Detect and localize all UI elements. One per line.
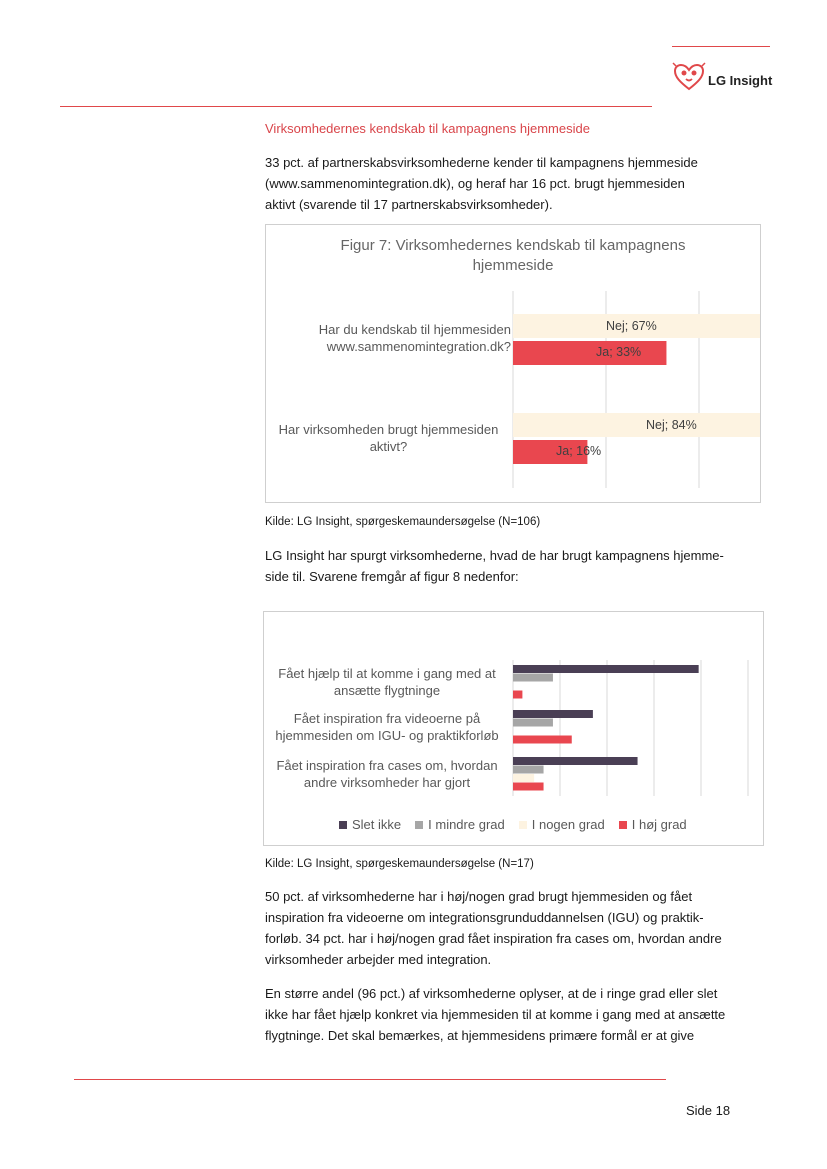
logo-mark-icon [672,62,706,92]
category-label-line: www.sammenomintegration.dk? [326,339,511,354]
legend-item [519,817,605,832]
data-label-ja-2: Ja; 16% [556,444,602,458]
section-title: Virksomhedernes kendskab til kampagnens hjemmeside [265,121,590,136]
text-line: forløb. 34 pct. har i høj/nogen grad fået inspiration fra cases om, hvordan andre [265,931,722,946]
data-label-ja-1: Ja; 33% [596,345,642,359]
text-line: (www.sammenomintegration.dk), og heraf har 16 pct. brugt hjemmesiden [265,176,685,191]
category-label-line: Har virksomheden brugt hjemmesiden [278,422,499,437]
text-line: flygtninge. Det skal bemærkes, at hjemmesidens primære formål er at give [265,1028,695,1043]
category-label-line: Har du kendskab til hjemmesiden [318,322,511,337]
category-label [266,665,508,699]
header-rule-left [60,106,652,107]
text-line: ikke har fået hjælp konkret via hjemmesiden til at komme i gang med at ansætte [265,1007,726,1022]
bar-i-nogen-grad [513,774,534,782]
text-line: virksomheder arbejder med integration. [265,952,492,967]
bar-ja [513,341,666,365]
legend-swatch [415,821,423,829]
text-line: 50 pct. af virksomhederne har i høj/nogen grad brugt hjemmesiden og fået [265,889,693,904]
bar-i-mindre-grad [513,719,553,727]
data-label-nej-1: Nej; 67% [606,319,657,333]
category-label-line: Fået inspiration fra cases om, hvordan [276,758,498,773]
figure-7-source: Kilde: LG Insight, spørgeskemaundersøgelse (N=106) [265,516,541,528]
text-line: 33 pct. af partnerskabsvirksomhederne kender til kampagnens hjemmeside [265,155,698,170]
legend-swatch [619,821,627,829]
bar-i-høj-grad [513,691,522,699]
legend-label: I nogen grad [531,817,605,832]
bar-i-høj-grad [513,783,544,791]
figure-8-chart [263,611,764,846]
header-rule-right [672,46,770,47]
legend-item [339,817,401,832]
bar-i-mindre-grad [513,766,544,774]
category-label [266,710,508,744]
paragraph-conclusion [265,983,735,1046]
paragraph-intro [265,152,735,215]
footer-rule [74,1079,666,1080]
legend-item [619,817,687,832]
bar-slet-ikke [513,757,638,765]
logo-text: LG Insight [708,73,773,88]
text-line: aktivt (svarende til 17 partnerskabsvirksomheder). [265,197,553,212]
paragraph-question [265,545,735,587]
legend-item [415,817,505,832]
chart-legend [339,817,687,832]
page-number: Side 18 [686,1103,731,1118]
figure-8-source: Kilde: LG Insight, spørgeskemaundersøgelse (N=17) [265,858,534,870]
legend-swatch [339,821,347,829]
lg-insight-logo [672,62,782,96]
text-line: side til. Svarene fremgår af figur 8 nedenfor: [265,569,519,584]
bar-nej [513,413,760,437]
figure-7-chart [265,224,761,503]
text-line: LG Insight har spurgt virksomhederne, hvad de har brugt kampagnens hjemme- [265,548,724,563]
figure-7-plot [266,225,760,502]
bar-slet-ikke [513,710,593,718]
bar-i-høj-grad [513,736,572,744]
legend-label: I høj grad [631,817,687,832]
category-label [266,321,511,355]
category-label-line: Fået hjælp til at komme i gang med at [278,666,496,681]
paragraph-results [265,886,735,970]
category-label [266,757,508,791]
category-label [266,421,511,455]
legend-label: I mindre grad [428,817,505,832]
legend-label: Slet ikke [352,817,402,832]
legend-swatch [519,821,527,829]
bar-i-mindre-grad [513,674,553,682]
text-line: inspiration fra videoerne om integrationsgrunduddannelsen (IGU) og praktik- [265,910,704,925]
text-line: En større andel (96 pct.) af virksomhederne oplyser, at de i ringe grad eller slet [265,986,718,1001]
category-label-line: ansætte flygtninge [333,683,441,698]
category-label-line: aktivt? [369,439,408,454]
category-label-line: hjemmesiden om IGU- og praktikforløb [275,728,499,743]
category-label-line: Fået inspiration fra videoerne på [293,711,481,726]
category-label-line: andre virksomheder har gjort [303,775,471,790]
bar-slet-ikke [513,665,699,673]
chart-title-line: hjemmeside [472,257,554,274]
data-label-nej-2: Nej; 84% [646,418,697,432]
chart-title-line: Figur 7: Virksomhedernes kendskab til kampagnens [340,237,686,254]
